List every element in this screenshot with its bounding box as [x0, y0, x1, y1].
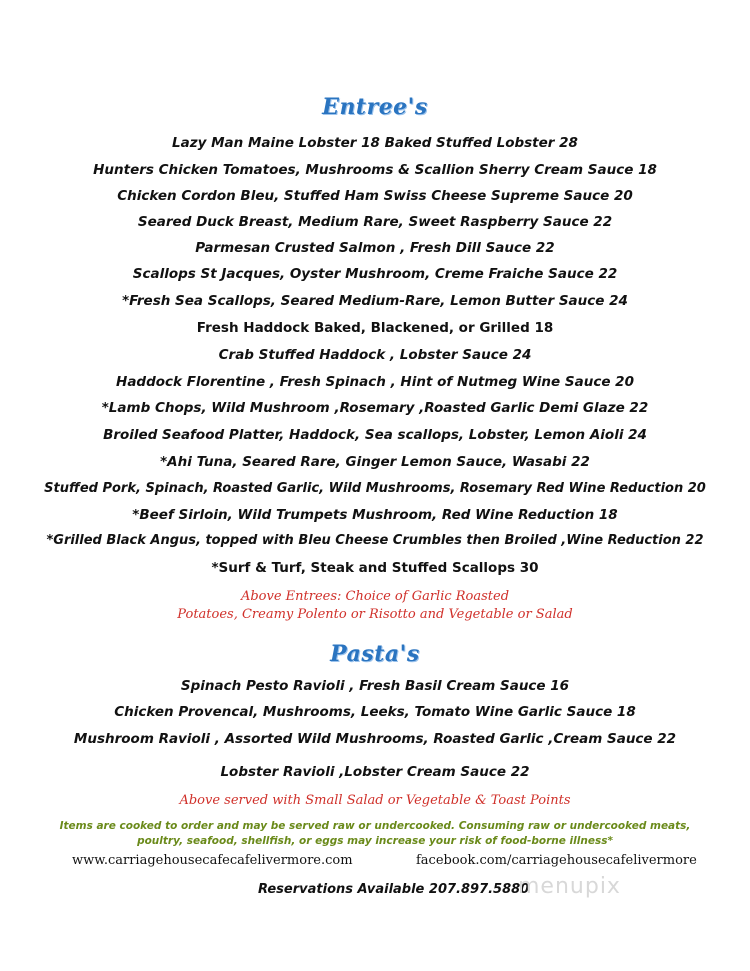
entree-item: *Grilled Black Angus, topped with Bleu Cheese Crumbles then Broiled ,Wine Reduction 22 [46, 533, 704, 548]
pastas-heading: Pasta's [330, 641, 420, 667]
entree-item: Broiled Seafood Platter, Haddock, Sea scallops, Lobster, Lemon Aioli 24 [103, 427, 647, 443]
entrees-heading: Entree's [322, 94, 428, 120]
allergy-warning-line1: Items are cooked to order and may be served raw or undercooked. Consuming raw or undercooked meats, [59, 820, 691, 832]
allergy-warning-line2: poultry, seafood, shellfish, or eggs may increase your risk of food-borne illness* [137, 835, 613, 847]
menupix-watermark: menupix [518, 874, 621, 899]
entree-item: *Ahi Tuna, Seared Rare, Ginger Lemon Sauce, Wasabi 22 [160, 454, 590, 470]
entree-item: Parmesan Crusted Salmon , Fresh Dill Sauce 22 [195, 240, 555, 256]
entrees-note-line2: Potatoes, Creamy Polento or Risotto and Vegetable or Salad [177, 607, 573, 622]
entree-item: Scallops St Jacques, Oyster Mushroom, Creme Fraiche Sauce 22 [132, 266, 618, 282]
entree-item: Fresh Haddock Baked, Blackened, or Grilled 18 [196, 320, 554, 336]
entree-item: Chicken Cordon Bleu, Stuffed Ham Swiss Cheese Supreme Sauce 20 [117, 188, 633, 204]
entree-item: Haddock Florentine , Fresh Spinach , Hint of Nutmeg Wine Sauce 20 [116, 374, 634, 390]
entree-item: *Fresh Sea Scallops, Seared Medium-Rare, Lemon Butter Sauce 24 [122, 293, 628, 309]
pasta-item: Mushroom Ravioli , Assorted Wild Mushrooms, Roasted Garlic ,Cream Sauce 22 [73, 731, 677, 747]
reservations-phone: Reservations Available 207.897.5880 [258, 882, 530, 897]
entree-item: Stuffed Pork, Spinach, Roasted Garlic, Wild Mushrooms, Rosemary Red Wine Reduction 20 [44, 481, 706, 496]
entree-item: *Beef Sirloin, Wild Trumpets Mushroom, Red Wine Reduction 18 [132, 507, 618, 523]
entree-item: Crab Stuffed Haddock , Lobster Sauce 24 [218, 347, 532, 363]
entree-item: Hunters Chicken Tomatoes, Mushrooms & Scallion Sherry Cream Sauce 18 [93, 162, 657, 178]
facebook-link[interactable]: facebook.com/carriagehousecafelivermore [416, 853, 697, 868]
entree-item: *Surf & Turf, Steak and Stuffed Scallops 30 [211, 560, 539, 576]
entree-item: *Lamb Chops, Wild Mushroom ,Rosemary ,Roasted Garlic Demi Glaze 22 [101, 400, 649, 416]
pastas-note: Above served with Small Salad or Vegetable & Toast Points [179, 793, 571, 808]
website-link[interactable]: www.carriagehousecafecafelivermore.com [72, 853, 353, 868]
pasta-item: Lobster Ravioli ,Lobster Cream Sauce 22 [220, 764, 530, 780]
pasta-item: Chicken Provencal, Mushrooms, Leeks, Tomato Wine Garlic Sauce 18 [114, 704, 636, 720]
pasta-item: Spinach Pesto Ravioli , Fresh Basil Cream Sauce 16 [180, 678, 570, 694]
entrees-note-line1: Above Entrees: Choice of Garlic Roasted [240, 589, 510, 604]
entree-item: Lazy Man Maine Lobster 18 Baked Stuffed Lobster 28 [172, 135, 578, 151]
entree-item: Seared Duck Breast, Medium Rare, Sweet Raspberry Sauce 22 [137, 214, 613, 230]
